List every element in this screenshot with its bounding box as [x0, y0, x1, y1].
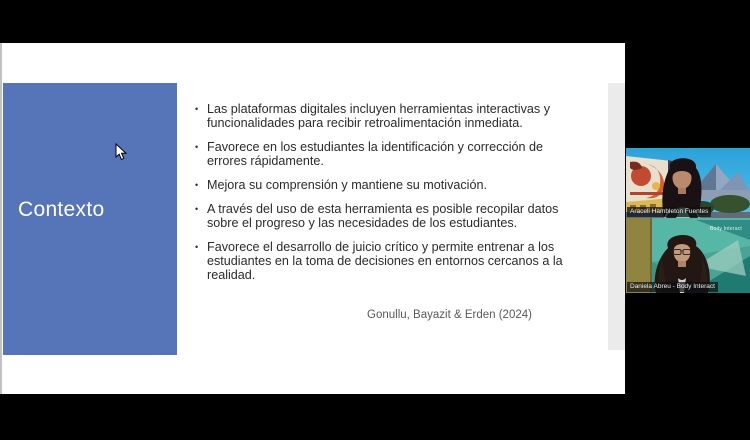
- bullet-text: Las plataformas digitales incluyen herramientas interactivas y funcionalidades para recibir retroalimentación inmediata.: [207, 102, 550, 130]
- bullet-item: [193, 140, 585, 168]
- participant-video-2[interactable]: [626, 218, 750, 293]
- bullet-text: Favorece en los estudiantes la identificación y corrección de errores rápidamente.: [207, 140, 544, 168]
- slide-title-panel: [3, 83, 177, 355]
- participant-2-name-label: Daniela Abreu - Body Interact: [627, 282, 718, 292]
- bullet-marker-icon: •: [195, 142, 199, 152]
- bullet-marker-icon: •: [195, 242, 199, 252]
- bullet-text: A través del uso de esta herramienta es posible recopilar datos sobre el progreso y las necesidades de los estudiantes.: [207, 202, 559, 230]
- bullet-marker-icon: •: [195, 104, 199, 114]
- bullet-list: [193, 102, 585, 292]
- bullet-text: Favorece el desarrollo de juicio crítico y permite entrenar a los estudiantes en la toma de decisiones en entornos cercanos a la realidad.: [207, 240, 563, 282]
- bullet-item: [193, 102, 585, 130]
- shared-slide: [0, 43, 625, 394]
- arrow-cursor-icon: [115, 143, 127, 161]
- mouse-cursor: [115, 143, 127, 161]
- bullet-item: [193, 202, 585, 230]
- participant-video-1[interactable]: [626, 148, 750, 218]
- bullet-marker-icon: •: [195, 180, 199, 190]
- bullet-item: [193, 178, 585, 192]
- bullet-item: [193, 240, 585, 282]
- participant-1-name-label: Araceli Hambleton Fuentes: [627, 207, 711, 217]
- bullet-marker-icon: •: [195, 204, 199, 214]
- slide-title: Contexto: [18, 198, 105, 221]
- scrollbar-track[interactable]: [608, 83, 625, 350]
- slide-citation: Gonullu, Bayazit & Erden (2024): [367, 309, 532, 321]
- bullet-text: Mejora su comprensión y mantiene su motivación.: [207, 178, 487, 192]
- body-interact-watermark: Body Interact: [709, 226, 742, 232]
